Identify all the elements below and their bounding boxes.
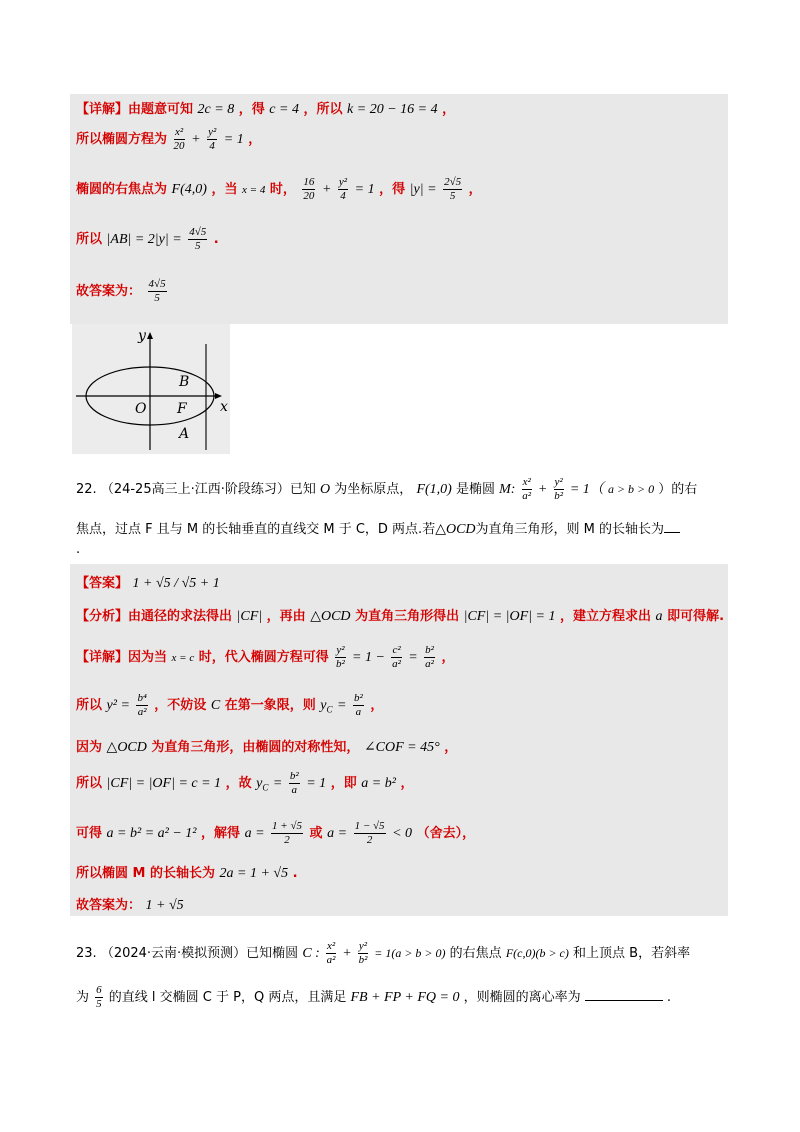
answer-blank (664, 532, 680, 533)
problem-source: （24-25高三上·江西·阶段练习）已知 (100, 482, 316, 497)
fraction (326, 940, 336, 967)
numerator: 1 − √5 (354, 820, 385, 832)
text: ， (441, 650, 455, 665)
text: ， (400, 776, 414, 791)
denominator: 2 (366, 834, 373, 846)
math: ∠COF = 45° (363, 740, 440, 755)
fraction (289, 770, 300, 797)
text: 在第一象限，则 (224, 698, 316, 713)
math: y (320, 698, 327, 713)
text: 因为 (76, 740, 103, 755)
text: ，解得 (201, 826, 241, 841)
denominator: a (291, 784, 298, 796)
math: △OCD (310, 609, 351, 624)
math: = 1 (223, 132, 244, 147)
f-label: F (177, 401, 187, 417)
text: 所以 (76, 698, 103, 713)
text: 或 (309, 826, 323, 841)
math: = (408, 650, 418, 665)
math: a > b > 0 (607, 482, 655, 496)
math: △OCD (435, 522, 476, 537)
text: 的右焦点 (449, 946, 502, 961)
denominator: b² (336, 658, 345, 670)
solution22-detail6 (76, 862, 298, 882)
text: ，建立方程求出 (560, 609, 652, 624)
numerator: x² (522, 476, 531, 488)
solution22-detail4 (76, 770, 413, 797)
numerator: b² (354, 692, 363, 704)
math: |y| = (409, 182, 437, 197)
text: . (76, 542, 81, 557)
text: 时，代入椭圆方程可得 (198, 650, 329, 665)
text: ，当 (211, 182, 238, 197)
denominator: b² (554, 490, 564, 502)
fraction (174, 126, 185, 153)
numerator: b² (425, 644, 434, 656)
y-axis-arrow (147, 332, 153, 339)
numerator: 6 (96, 984, 102, 996)
y-label: y (138, 328, 146, 344)
text: . (666, 990, 672, 1005)
text: ）的右 (658, 482, 698, 497)
math: 1 + √5 (145, 898, 184, 913)
math: a = b² (361, 776, 396, 791)
math: + (191, 132, 201, 147)
math: |CF| = |OF| = 1 (463, 609, 556, 624)
math: 1 + √5 / √5 + 1 (132, 576, 220, 591)
math: y² = (106, 698, 130, 713)
denominator: 5 (194, 240, 201, 252)
text: 椭圆的右焦点为 (76, 182, 168, 197)
text: ， (444, 740, 458, 755)
text: 焦点，过点 F 且与 M 的长轴垂直的直线交 M 于 C，D 两点.若 (76, 522, 436, 537)
math: = 1 (306, 776, 327, 791)
math: C (210, 698, 221, 713)
text: ，即 (330, 776, 357, 791)
text: ，不妨设 (154, 698, 207, 713)
answer-label: 【答案】 (76, 576, 129, 591)
text: （舍去）， (416, 826, 476, 841)
fraction (522, 476, 532, 503)
math: = (337, 698, 347, 713)
math: △OCD (106, 740, 147, 755)
problem22-line3 (76, 542, 80, 557)
solution22-answer (76, 572, 220, 592)
numerator: c² (392, 644, 401, 656)
solution22-detail1 (76, 644, 455, 671)
solution21-line3 (76, 176, 482, 203)
text: 为直角三角形，则 M 的长轴长为 (475, 522, 665, 537)
subscript: C (326, 704, 333, 715)
fraction (95, 984, 103, 1011)
solution21-line1 (76, 98, 455, 118)
math: |AB| = 2|y| = (106, 232, 182, 247)
math: 2a = 1 + √5 (219, 866, 289, 881)
denominator: b² (358, 954, 368, 966)
solution22-analysis (76, 605, 724, 625)
math: = 1 − (352, 650, 385, 665)
denominator: 5 (449, 190, 456, 202)
text: 可得 (76, 826, 103, 841)
answer-label: 故答案为： (76, 284, 142, 299)
solution22-detail2 (76, 692, 383, 719)
problem-number: 22. (76, 482, 97, 497)
math: 2c = 8 (197, 102, 235, 117)
math: a = b² = a² − 1² (106, 826, 197, 841)
text: ，故 (225, 776, 252, 791)
numerator: y² (208, 126, 217, 138)
numerator: y² (338, 176, 348, 188)
text: 所以 (76, 776, 103, 791)
problem23-line2 (76, 984, 671, 1011)
math: F(1,0) (416, 482, 452, 497)
vector-equation: FB + FP + FQ = 0 (350, 990, 460, 1005)
denominator: a² (425, 658, 434, 670)
solution21-answer (76, 278, 169, 305)
math: + (321, 182, 332, 197)
text: 所以椭圆 M 的长轴长为 (76, 866, 215, 881)
ellipse-graph (72, 324, 230, 454)
text: ，得 (238, 102, 265, 117)
analysis-label: 【分析】由通径的求法得出 (76, 609, 233, 624)
denominator: 4 (209, 140, 215, 152)
math: O (320, 482, 331, 497)
denominator: a² (392, 658, 401, 670)
math: |CF| = |OF| = c = 1 (106, 776, 222, 791)
solution22-detail3 (76, 736, 457, 756)
numerator: x² (326, 940, 336, 952)
text: 为直角三角形，由椭圆的对称性知， (151, 740, 360, 755)
text: ， (248, 132, 262, 147)
fraction (353, 692, 364, 719)
text: . (292, 866, 298, 881)
numerator: x² (174, 126, 184, 138)
text: 是椭圆 (455, 482, 495, 497)
fraction (358, 940, 368, 967)
denominator: 5 (154, 292, 160, 304)
math: y (256, 776, 263, 791)
text: ， (468, 182, 482, 197)
text: ， (442, 102, 456, 117)
solution22-final-answer (76, 894, 184, 914)
a-label: A (179, 426, 190, 442)
text: 为坐标原点， (334, 482, 413, 497)
text: ， (370, 698, 384, 713)
math: M: (499, 482, 516, 497)
math: a = (327, 826, 348, 841)
problem-source: （2024·云南·模拟预测）已知椭圆 (100, 946, 299, 961)
fraction (207, 126, 217, 153)
denominator: a² (137, 706, 147, 718)
denominator: 20 (303, 190, 315, 202)
text: 所以椭圆方程为 (76, 132, 168, 147)
text: ，则椭圆的离心率为 (463, 990, 581, 1005)
math: = (272, 776, 283, 791)
solution22-detail5 (76, 820, 475, 847)
problem22-line2 (76, 518, 680, 538)
fraction (188, 226, 207, 253)
text: 即可得解. (667, 609, 725, 624)
fraction (302, 176, 315, 203)
fraction (554, 476, 564, 503)
problem22-line1: 22. （24-25高三上·江西·阶段练习）已知 O 为坐标原点， F(1,0) 是椭圆 M: $\frac{\text{x²}}{\text{a²}}$ + $\frac{\text{y²}}{\text{b²}}$ = 1（ a > b > 0 ）的右 (76, 476, 698, 502)
math: C : (302, 946, 320, 961)
text: 为直角三角形得出 (355, 609, 460, 624)
text: 和上顶点 B，若斜率 (573, 946, 691, 961)
subscript: C (262, 782, 269, 793)
math: a = (244, 826, 265, 841)
numerator: y² (336, 644, 345, 656)
numerator: b⁴ (137, 692, 147, 704)
math: F(c,0)(b > c) (505, 946, 569, 960)
math: x = 4 (242, 184, 266, 196)
numerator: 4√5 (189, 226, 207, 238)
denominator: 20 (173, 140, 185, 152)
text: ，再由 (266, 609, 306, 624)
math: = 1 (354, 182, 375, 197)
math: = 1（ (569, 482, 604, 497)
answer-blank (585, 1000, 663, 1001)
detail-label: 【详解】由题意可知 (76, 102, 194, 117)
denominator: a² (522, 490, 532, 502)
denominator: 4 (340, 190, 346, 202)
fraction (271, 820, 303, 847)
fraction (148, 278, 167, 305)
fraction (338, 176, 348, 203)
numerator: 2√5 (444, 176, 462, 188)
fraction (335, 644, 345, 671)
fraction (424, 644, 435, 671)
math: = 1(a > b > 0) (374, 946, 446, 960)
text: . (213, 232, 219, 247)
solution21-line4 (76, 226, 219, 253)
numerator: 16 (303, 176, 315, 188)
fraction (443, 176, 462, 203)
denominator: 2 (284, 834, 290, 846)
text: 的直线 l 交椭圆 C 于 P，Q 两点，且满足 (108, 990, 347, 1005)
problem23-line1: 23. （2024·云南·模拟预测）已知椭圆 C : $\frac{\text{x²}}{\text{a²}}$ + $\frac{\text{y²}}{\text{b²}}$ = 1(a > b > 0) 的右焦点 F(c,0)(b > c) 和上顶点 B，若斜率 (76, 940, 691, 966)
b-label: B (179, 374, 190, 390)
math: < 0 (392, 826, 413, 841)
fraction (354, 820, 386, 847)
text: 为 (76, 990, 90, 1005)
x-label: x (220, 399, 228, 415)
problem-number: 23. (76, 946, 97, 961)
o-label: O (135, 401, 147, 417)
solution21-line2 (76, 126, 261, 153)
numerator: 4√5 (148, 278, 166, 290)
denominator: 5 (96, 998, 102, 1010)
fraction (391, 644, 401, 671)
denominator: a² (326, 954, 336, 966)
text: ，所以 (303, 102, 343, 117)
math: |CF| (236, 609, 263, 624)
numerator: y² (554, 476, 563, 488)
fraction (136, 692, 147, 719)
text: 所以 (76, 232, 103, 247)
denominator: a (355, 706, 362, 718)
numerator: 1 + √5 (272, 820, 303, 832)
text: 时， (269, 182, 296, 197)
answer-label: 故答案为： (76, 898, 142, 913)
math: k = 20 − 16 = 4 (347, 102, 438, 117)
math: a (655, 609, 663, 624)
numerator: y² (358, 940, 368, 952)
text: ，得 (379, 182, 406, 197)
math: F(4,0) (171, 182, 207, 197)
math: x = c (171, 652, 195, 664)
numerator: b² (289, 770, 299, 782)
math: c = 4 (269, 102, 299, 117)
detail-label: 【详解】因为当 (76, 650, 168, 665)
ellipse-graph-svg (72, 324, 230, 454)
